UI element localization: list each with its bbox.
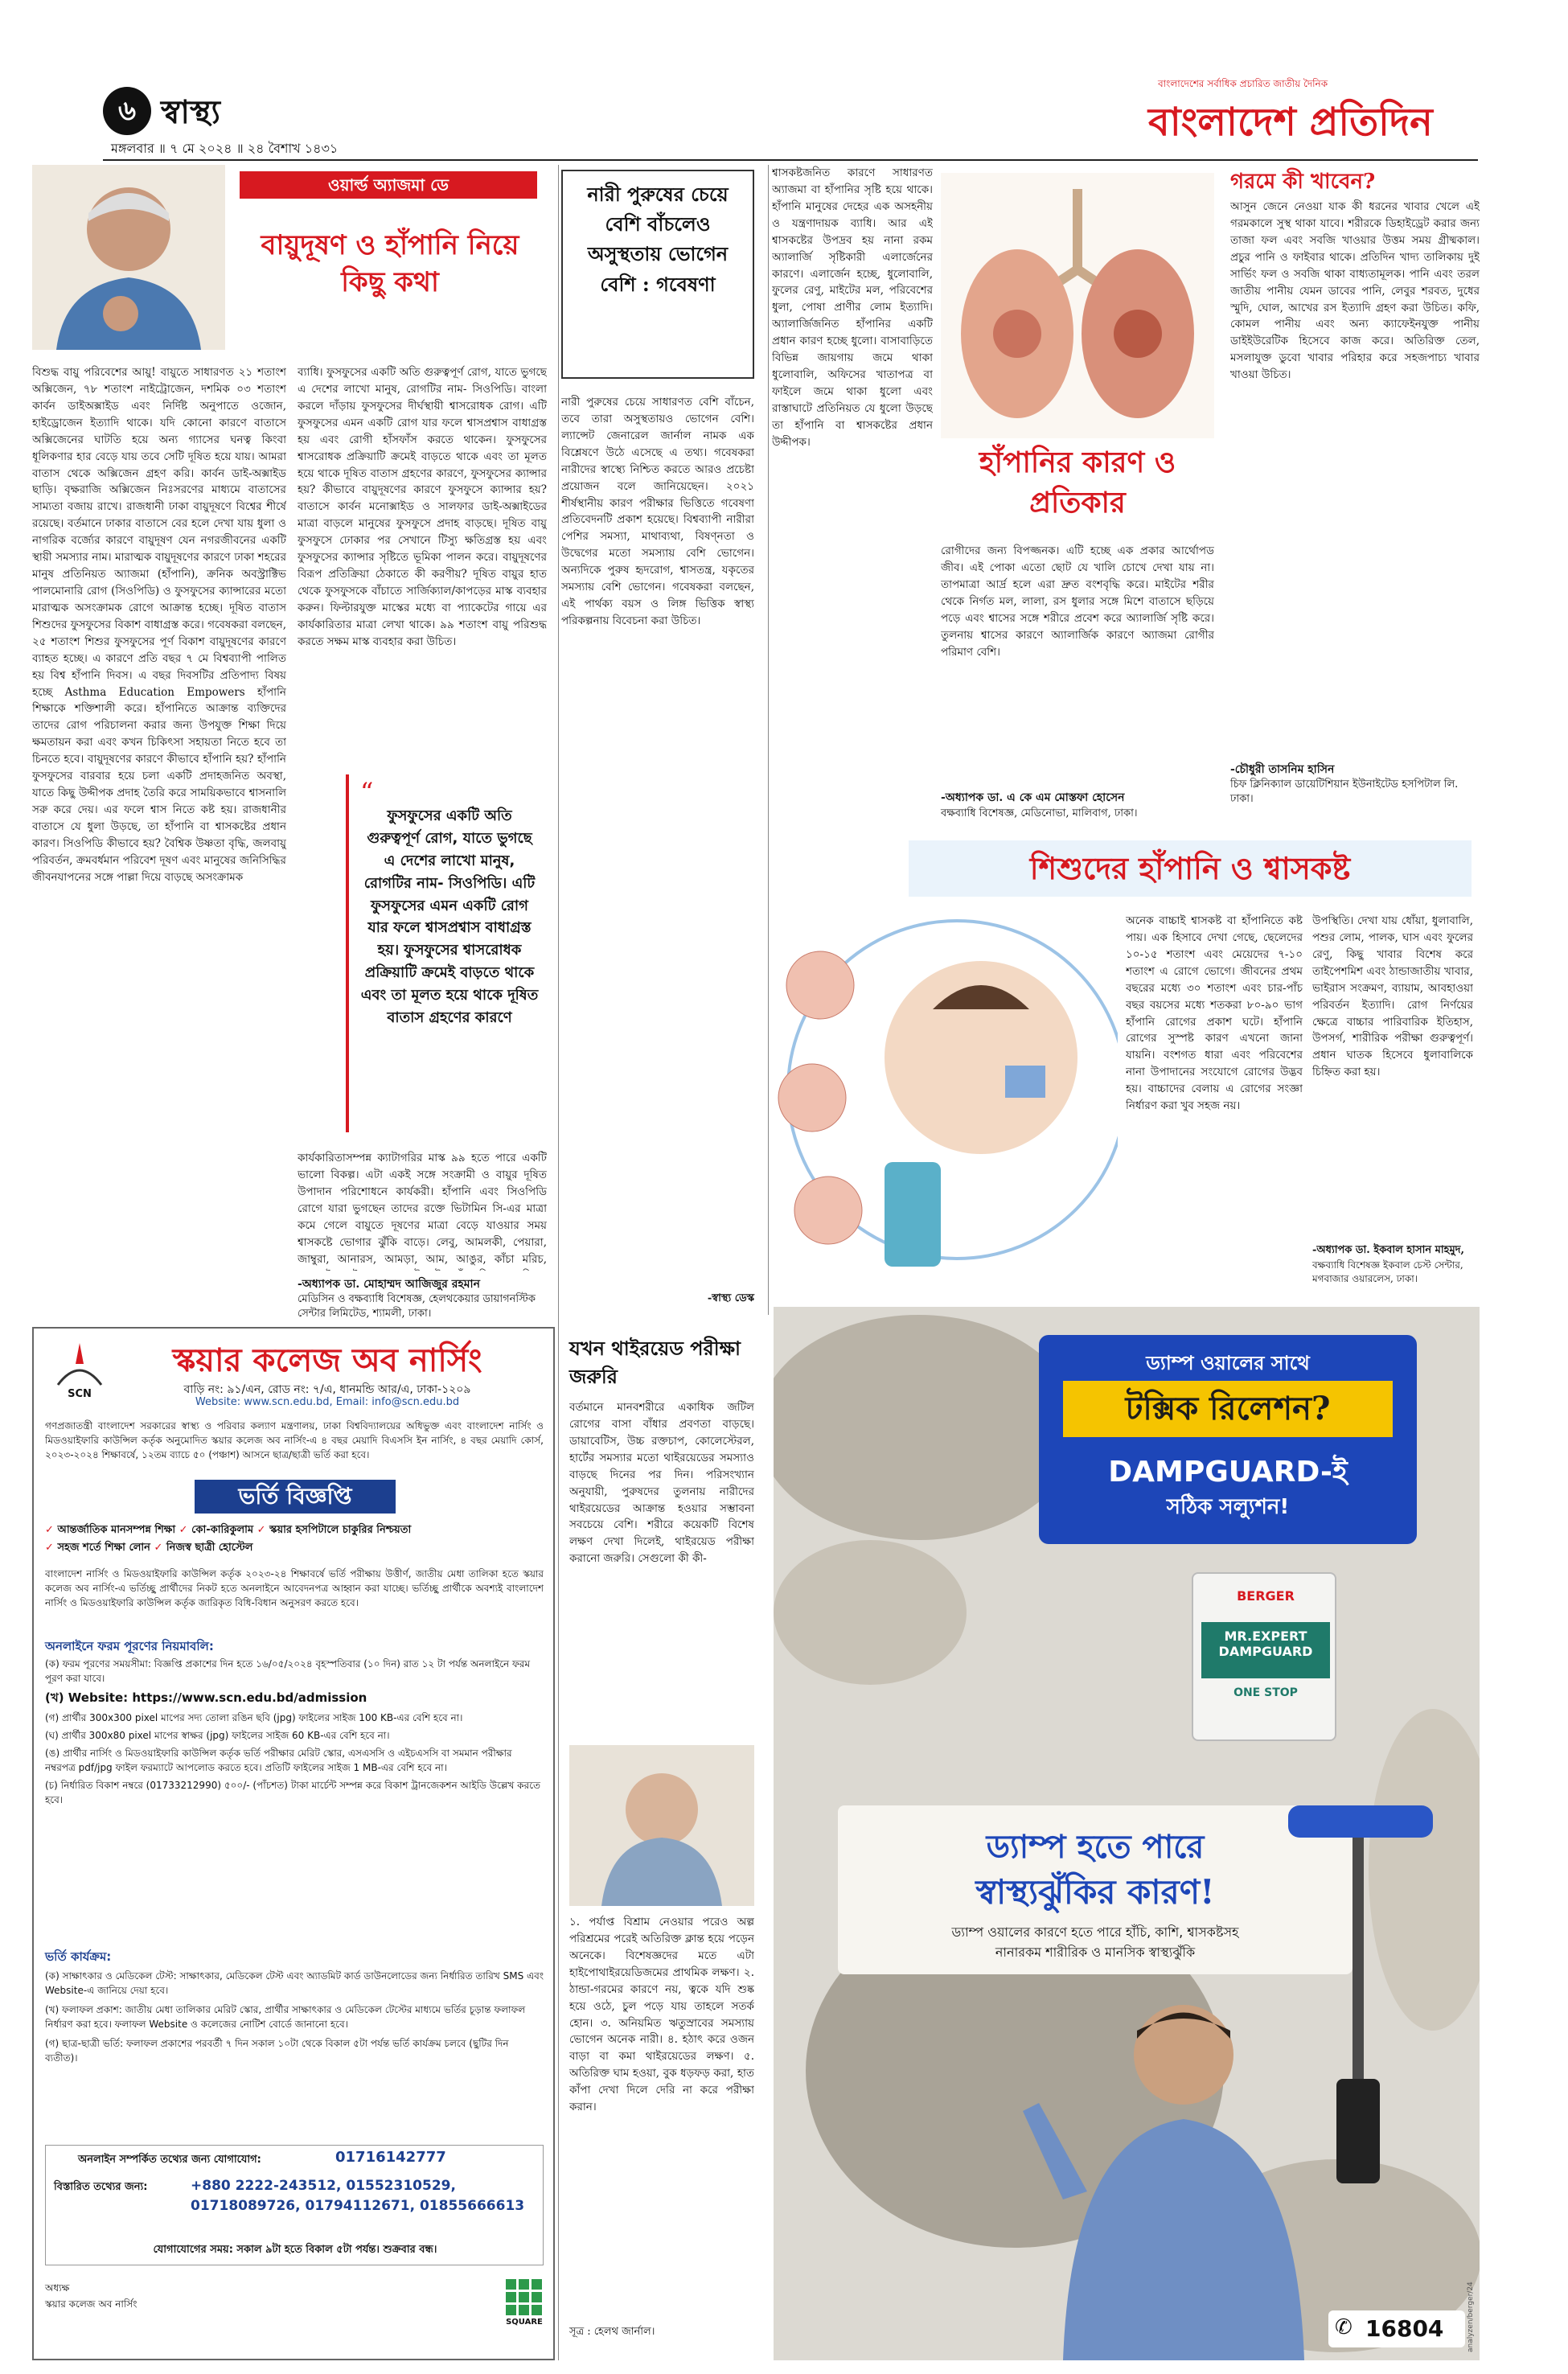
paint-can (1192, 1572, 1336, 1741)
summer-title: গরমে কী খাবেন? (1230, 170, 1376, 194)
check-icon: ✓ (179, 1524, 188, 1536)
info-label: বিস্তারিত তথ্যের জন্য: (54, 2181, 148, 2193)
thyroid-article (561, 1335, 762, 2348)
process-rule-item: (ক) সাক্ষাৎকার ও মেডিকেল টেস্ট: সাক্ষাৎকার, মেডিকেল টেস্ট এবং অ্যাডমিট কার্ড ডাউনলোডের জন্য নির্ধারিত তারিখ SMS এবং Website-এ জানিয়ে দেয়া হবে। (45, 1970, 544, 1996)
process-rule-item: (খ) ফলাফল প্রকাশ: জাতীয় মেধা তালিকার মেরিট স্কোর, প্রার্থীর সাক্ষাৎকার ও মেডিকেল টেস্টের মাধ্যমে ভর্তির চূড়ান্ত ফলাফল নির্ধারণ করা হবে। ফলাফল Website ও কলেজের নোটিশ বোর্ডে জানানো হবে। (45, 2004, 526, 2030)
kicker: ওয়ার্ল্ড অ্যাজমা ডে (328, 175, 449, 195)
article-body-right: ব্যাধি। ফুসফুসের একটি অতি গুরুত্বপূর্ণ রোগ, যাতে ভুগছে এ দেশের লাখো মানুষ, রোগটির নাম- সিওপিডি। বাংলা করলে দাঁড়ায় ফুসফুসের দীর্ঘস্থায়ী শ্বাসরোধক রোগ। এটি ফুসফুসের এমন একটি রোগ যার ফলে শ্বাসপ্রশ্বাস বাধাগ্রস্ত হয় এবং রোগী হাঁসফাঁস করতে থাকেন। ফুসফুসের শ্বাসরোধক প্রক্রিয়াটি ক্রমেই বাড়তে থাকে এবং তা মূলত হয়ে থাকে দূষিত বাতাস গ্রহণের কারণে, ফুসফুসের ক্যান্সার হয়? কীভাবে বায়ুদূষণের কারণে ফুসফুসে ক্যান্সার হয়? বাতাসে কার্বন মনোক্সাইড ও সালফার ডাই-অক্সাইডের মাত্রা বাড়লে মানুষের ফুসফুসে প্রদাহ বাড়ছে। দূষিত বায়ু ফুসফুসে ঢোকার পর সেখানে টিস্যু ক্ষতিগ্রস্ত হয় এবং ফুসফুসের ক্যান্সার সৃষ্টিতে ভূমিকা পালন করে। বায়ুদূষণের বিরূপ প্রতিক্রিয়া ঠেকাতে কী করণীয়? দূষিত বায়ুর হাত থেকে ফুসফুসকে বাঁচাতে সার্জিক্যাল/কাপড়ের মাস্ক ব্যবহার করুন। ফিল্টারযুক্ত মাস্কের মধ্যে বা প্যাকেটের গায়ে এর কার্যকারিতার মাত্রা লেখা থাকে। ৯৯ শতাংশ বায়ু পরিশুদ্ধ করতে সক্ষম মাস্ক ব্যবহার করা উচিত। (298, 366, 547, 648)
online-rules-title: অনলাইনে ফরম পূরণের নিয়মাবলি: (45, 1639, 214, 1653)
women-title: নারী পুরুষের চেয়ে বেশি বাঁচলেও অসুস্থতায় ভোগেন বেশি : গবেষণা (587, 183, 729, 296)
online-rule-item[interactable]: (খ) Website: https://www.scn.edu.bd/admission (45, 1690, 367, 1705)
women-body: নারী পুরুষের চেয়ে সাধারণত বেশি বাঁচেন, তবে তারা অসুস্থতায়ও ভোগেন বেশি। ল্যান্সেট জেনারেল জার্নাল নামক এক বিশ্লেষণে উঠে এসেছে এ তথ্য। গবেষকরা নারীদের স্বাস্থ্যে নিশ্চিত করতে আরও প্রচেষ্টা প্রয়োজন বলে জানিয়েছেন। ২০২১ শীর্ষস্থানীয় কারণ পরীক্ষার ভিত্তিতে গবেষণা প্রতিবেদনটি প্রকাশ হয়েছে। বিশ্বব্যাপী নারীরা পেশির সমস্যা, মাথাব্যথা, বিষণ্নতা ও উদ্বেগের মতো সমস্যায় বেশি ভোগেন। অন্যদিকে পুরুষ হৃদরোগ, শ্বাসতন্ত্র, যকৃতের সমস্যায় বেশি ভোগেন। গবেষকরা বলছেন, এই পার্থক্য বয়স ও লিঙ্গ ভিত্তিক স্বাস্থ্য পরিকল্পনায় বিবেচনা করা উচিত। (561, 396, 754, 627)
page-date: মঙ্গলবার ॥ ৭ মে ২০২৪ ॥ ২৪ বৈশাখ ১৪৩১ (111, 141, 339, 156)
children-author: -অধ্যাপক ডা. ইকবাল হাসান মাহমুদ, (1312, 1244, 1465, 1256)
hotline-number[interactable]: 16804 (1365, 2315, 1444, 2342)
ad-brand-sub: সঠিক সল্যুশন! (1166, 1495, 1290, 1519)
tagline-1: ড্যাম্প হতে পারে (986, 1828, 1205, 1866)
hotline-box (1328, 2310, 1465, 2347)
tagline-3: ড্যাম্প ওয়ালের কারণে হতে পারে হাঁচি, কাশি, শ্বাসকষ্টসহ (951, 1924, 1239, 1940)
thyroid-title: যখন থাইরয়েড পরীক্ষা জরুরি (569, 1337, 741, 1388)
thyroid-points: ১. পর্যাপ্ত বিশ্রাম নেওয়ার পরেও অল্প পরিশ্রমের পরেই অতিরিক্ত ক্লান্ত হয়ে পড়েন অনেকে। বিশেষজ্ঞদের মতে এটা হাইপোথাইরয়েডিজমের প্রাথমিক লক্ষণ। ২. ঠান্ডা-গরমের কারণে নয়, ত্বকে যদি শুষ্ক হয়ে ওঠে, চুল পড়ে যায় তাহলে সতর্ক হোন। ৩. অনিয়মিত ঋতুস্রাবের সমস্যায় ভোগেন অনেক নারী। ৪. হঠাৎ করে ওজন বাড়া বা কমা থাইরয়েডের লক্ষণ। ৫. অতিরিক্ত ঘাম হওয়া, বুক ধড়ফড় করা, হাত কাঁপা দেখা দিলে দেরি না করে পরীক্ষা করান। (569, 1916, 754, 2114)
can-brand: BERGER (1237, 1588, 1295, 1604)
phone-icon: ✆ (1335, 2315, 1353, 2339)
women-byline: -স্বাস্থ্য ডেস্ক (707, 1292, 754, 1304)
breath-author: -অধ্যাপক ডা. এ কে এম মোস্তফা হোসেন (941, 791, 1125, 804)
tagline-4: নানারকম শারীরিক ও মানসিক স্বাস্থ্যঝুঁকি (995, 1945, 1196, 1960)
check-icon: ✓ (257, 1524, 266, 1536)
article-body-bottom: কার্যকারিতাসম্পন্ন ক্যাটাগরির মাস্ক ৯৯ হতে পারে একটি ভালো বিকল্প। এটা একই সঙ্গে সংক্রামী ও বায়ুর দূষিত উপাদান পরিশোধনে কার্যকরী। হাঁপানি এবং সিওপিডি রোগে যারা ভুগছেন তাদের রক্তে ভিটামিন সি-এর মাত্রা কমে গেলে বায়ুতে দূষণের মাত্রা বেড়ে যাওয়ার সময় শ্বাসকষ্টে ভোগার ঝুঁকি বাড়ে। লেবু, আমলকী, পেয়ারা, জাম্বুরা, আনারস, আমড়া, আম, আঙুর, কাঁচা মরিচ, (298, 1152, 547, 1266)
women-title-box (561, 170, 754, 379)
process-rules (45, 1969, 544, 2138)
page-header (0, 0, 1568, 161)
dampguard-ad (774, 1307, 1480, 2360)
man-illustration (1015, 1990, 1353, 2360)
online-rule-item: (ক) ফরম পূরণের সময়সীমা: বিজ্ঞপ্তি প্রকাশের দিন হতে ১৬/০৫/২০২৪ বৃহস্পতিবার (১০ দিন) রাত ১২ টা পর্যন্ত অনলাইনে ফরম পূরণ করা যাবে। (45, 1658, 531, 1684)
tagline-2: স্বাস্থ্যঝুঁকির কারণ! (975, 1872, 1215, 1912)
pullquote (346, 774, 539, 1132)
check-icon: ✓ (154, 1542, 163, 1555)
square-label: SQUARE (506, 2318, 543, 2327)
feature-item: কো-কারিকুলাম (191, 1524, 254, 1536)
breath-body: শ্বাসকষ্টজনিত কারণে সাধারণত অ্যাজমা বা হাঁপানির সৃষ্টি হয়ে থাকে। হাঁপানি মানুষের দেহের এক অসহনীয় ও যন্ত্রণাদায়ক ব্যাধি। আর এই শ্বাসকষ্টের উপদ্রব হয় নানা রকম অ্যালার্জি সৃষ্টিকারী এলার্জেনের কারণে। এলার্জেন হচ্ছে, ধুলোবালি, ফুলের রেণু, মাইটের মল, পরিবেশের ধুলা, পোষা প্রাণীর লোম ইত্যাদি। অ্যালার্জিজনিত হাঁপানির একটি প্রধান কারণ হচ্ছে ধুলো। বাসাবাড়িতে বিভিন্ন জায়গায় জমে থাকা ধুলোবালি, অফিসের খাতাপত্র বা ফাইলে জমে থাকা ধুলো এবং রাস্তাঘাটে প্রতিনিয়ত যে ধুলো উড়ছে তা হাঁপানি বা শ্বাসকষ্টের প্রধান উদ্দীপক। (772, 166, 933, 449)
college-address: বাড়ি নং: ৯১/এন, রোড নং: ৭/এ, ধানমন্ডি আর/এ, ঢাকা-১২০৯ (183, 1383, 471, 1396)
quote-icon: “ (360, 777, 374, 807)
feature-item: সহজ শর্তে শিক্ষা লোন (57, 1542, 150, 1555)
online-rules (45, 1657, 544, 1938)
can-sub: ONE STOP (1233, 1686, 1298, 1699)
thyroid-photo (569, 1745, 754, 1906)
children-title: শিশুদের হাঁপানি ও শ্বাসকষ্ট (1029, 850, 1351, 886)
breath-title: হাঁপানির কারণ ও প্রতিকার (979, 446, 1176, 520)
contact-phone[interactable]: 01716142777 (335, 2149, 446, 2166)
ad-credit: analyzen/berger/24 (1467, 2282, 1475, 2352)
contact-label: অনলাইন সম্পর্কিত তথ্যের জন্য যোগাযোগ: (78, 2154, 261, 2166)
feature-item: নিজস্ব ছাত্রী হোস্টেল (166, 1542, 253, 1555)
children-author-detail: বক্ষব্যাধি বিশেষজ্ঞ ইকবাল চেস্ট সেন্টার, মগবাজার ওয়ারলেস, ঢাকা। (1312, 1259, 1463, 1284)
article-title: বায়ুদূষণ ও হাঁপানি নিয়ে কিছু কথা (261, 229, 519, 298)
summer-article (1230, 165, 1480, 832)
college-eligibility: বাংলাদেশ নার্সিং ও মিডওয়াইফারি কাউন্সিল কর্তৃক ২০২৩-২৪ শিক্ষাবর্ষে ভর্তি পরীক্ষায় উত্তীর্ণ, জাতীয় মেধা তালিকা হতে স্কয়ার কলেজ অব নার্সিং-এ ভর্তিচ্ছু প্রার্থীদের নিকট হতে অনলাইনে আবেদনপত্র আহ্বান করা যাচ্ছে। ভর্তিচ্ছু প্রার্থীকে অবশ্যই বাংলাদেশ নার্সিং ও মিডওয়াইফারি কাউন্সিল কর্তৃক জারিকৃত বিধি-বিধান অনুসরণ করতে হবে। (45, 1568, 544, 1608)
online-rule-item: (ঙ) প্রার্থীর নার্সিং ও মিডওয়াইফারি কাউন্সিল কর্তৃক ভর্তি পরীক্ষার মেরিট স্কোর, এসএসসি ও এইচএসসি বা সমমান পরীক্ষার নম্বরপত্র pdf/jpg ফাইল ফরম্যাটে আপলোড করতে হবে। প্রতিটি ফাইলের সাইজ 1 MB-এর বেশি হবে না। (45, 1747, 512, 1773)
contact-box (45, 2145, 544, 2265)
info-phones[interactable]: +880 2222-243512, 01552310529, 01718089726, 01794112671, 01855666613 (191, 2178, 525, 2214)
college-web: Website: www.scn.edu.bd, Email: info@scn.edu.bd (195, 1396, 460, 1408)
feature-item: স্কয়ার হসপিটালে চাকুরির নিশ্চয়তা (269, 1524, 412, 1536)
can-name: MR.EXPERT DAMPGUARD (1201, 1622, 1330, 1678)
pullquote-text: ফুসফুসের একটি অতি গুরুত্বপূর্ণ রোগ, যাতে ভুগছে এ দেশের লাখো মানুষ, রোগটির নাম- সিওপিডি। এটি ফুসফুসের এমন একটি রোগ যার ফলে শ্বাসপ্রশ্বাস বাধাগ্রস্ত হয়। ফুসফুসের শ্বাসরোধক প্রক্রিয়াটি ক্রমেই বাড়তে থাকে এবং তা মূলত হয়ে থাকে দূষিত বাতাস গ্রহণের কারণে (360, 807, 539, 1027)
contact-hours: যোগাযোগের সময়: সকাল ৯টা হতে বিকাল ৫টা পর্যন্ত। শুক্রবার বন্ধ। (153, 2244, 437, 2256)
paper-logo: বাংলাদেশ প্রতিদিন (1148, 100, 1433, 145)
admission-banner: ভর্তি বিজ্ঞপ্তি (195, 1480, 396, 1514)
women-article (561, 165, 762, 1319)
breath-body-2: রোগীদের জন্য বিপজ্জনক। এটি হচ্ছে এক প্রকার আর্থোপড জীব। এই পোকা এতো ছোট যে খালি চোখে দেখা যায় না। তাপমাত্রা আর্দ্র হলে এরা দ্রুত বংশবৃদ্ধি করে। মাইটের শরীর থেকে নির্গত মল, লালা, রস ধুলার সঙ্গে মিশে বাতাসে ছড়িয়ে পড়ে এবং শ্বাসের সঙ্গে শরীরে প্রবেশ করে অ্যালার্জি সৃষ্টি করে। তুলনায় শ্বাসের কারণে অ্যালার্জিক কারণে অ্যাজমা রোগীর পরিমাণ বেশি। (941, 544, 1214, 659)
check-icon: ✓ (45, 1524, 54, 1536)
asthma-article (32, 165, 555, 1319)
college-emblem-icon (51, 1340, 108, 1388)
college-logo (51, 1340, 108, 1404)
summer-author: -চৌধুরী তাসনিম হাসিন (1230, 763, 1335, 776)
process-title: ভর্তি কার্যক্রম: (45, 1949, 112, 1964)
page-number-badge: ৬ (103, 87, 151, 135)
section-title: স্বাস্থ্য (161, 93, 221, 131)
children-article (772, 840, 1480, 1299)
children-body-2: উপস্থিতি। দেখা যায় ধোঁয়া, ধুলাবালি, পশুর লোম, পালক, ঘাস এবং ফুলের রেণু, কিছু খাবার বিশেষ করে তাইপেশমিশ এবং ঠান্ডাজাতীয় খাবার, ভাইরাস সংক্রমণ, ব্যায়াম, আবহাওয়া পরিবর্তন ইত্যাদি। রোগ নির্ণয়ের ক্ষেত্রে বাচ্চার পারিবারিক ইতিহাস, উপসর্গ, শারীরিক পরীক্ষা গুরুত্বপূর্ণ। প্রধান ঘাতক হিসেবে ধুলাবালিকে চিহ্নিত করা হয়। (1312, 914, 1473, 1079)
ad-headline: টক্সিক রিলেশন? (1063, 1381, 1393, 1437)
summer-author-detail: চিফ ক্লিনিক্যাল ডায়েটিশিয়ান ইউনাইটেড হসপিটাল লি. ঢাকা। (1230, 778, 1459, 806)
college-logo-text: SCN (68, 1388, 92, 1400)
square-logo (504, 2277, 544, 2334)
signoff-name: স্কয়ার কলেজ অব নার্সিং (45, 2298, 138, 2310)
square-logo-icon (504, 2277, 544, 2318)
child-inhaler-illustration (772, 897, 1118, 1299)
patient-photo (32, 165, 225, 350)
feature-item: আন্তর্জাতিক মানসম্পন্ন শিক্ষা (57, 1524, 176, 1536)
header-rule (103, 159, 1478, 161)
online-rule-item: (ঘ) প্রার্থীর 300x80 pixel মাপের স্বাক্ষর (jpg) ফাইলের সাইজ 60 KB-এর বেশি হবে না। (45, 1729, 390, 1741)
check-icon: ✓ (45, 1542, 54, 1555)
column-rule (768, 165, 769, 1315)
college-intro: গণপ্রজাতন্ত্রী বাংলাদেশ সরকারের স্বাস্থ্য ও পরিবার কল্যাণ মন্ত্রণালয়, ঢাকা বিশ্ববিদ্যালয়ের অধিভুক্ত এবং বাংলাদেশ নার্সিং ও মিডওয়াইফারি কাউন্সিল কর্তৃক অনুমোদিত স্কয়ার কলেজ অব নার্সিং-এ ৪ বছর মেয়াদি বিএসসি ইন নার্সিং, ৪ বছর মেয়াদি কোর্স, ২০২৩-২০২৪ শিক্ষাবর্ষে, ১২তম ব্যাচে ৫০ (পঞ্চাশ) আসনে ছাত্র/ছাত্রী ভর্তি করা হবে। (45, 1420, 544, 1460)
author-name: -অধ্যাপক ডা. মোহাম্মদ আজিজুর রহমান (298, 1278, 480, 1291)
process-rule-item: (গ) ছাত্র-ছাত্রী ভর্তি: ফলাফল প্রকাশের পরবর্তী ৭ দিন সকাল ১০টা থেকে বিকাল ৫টা পর্যন্ত ভর্তি কার্যক্রম চলবে (ছুটির দিন ব্যতীত)। (45, 2038, 509, 2064)
feature-list (45, 1522, 544, 1562)
lungs-illustration (941, 173, 1214, 438)
thyroid-source: সূত্র : হেলথ জার্নাল। (569, 2326, 655, 2338)
breath-author-detail: বক্ষব্যাধি বিশেষজ্ঞ, মেডিনোভা, মালিবাগ, ঢাকা। (941, 807, 1138, 819)
paper-tagline: বাংলাদেশের সর্বাধিক প্রচারিত জাতীয় দৈনিক (1158, 78, 1328, 89)
ad-top-line: ড্যাম্প ওয়ালের সাথে (1146, 1352, 1310, 1374)
signoff-title: অধ্যক্ষ (45, 2282, 70, 2294)
breath-article (772, 165, 1222, 832)
column-rule (558, 165, 559, 2360)
college-ad (32, 1327, 555, 2360)
online-rule-item: (চ) নির্ধারিত বিকাশ নম্বরে (01733212990) ৫০০/- (পাঁচশত) টাকা মার্চেন্ট সম্পন্ন করে বিকাশ ট্রানজেকশন আইডি উল্লেখ করতে হবে। (45, 1779, 540, 1805)
thyroid-body: বর্তমানে মানবশরীরে একাধিক জটিল রোগের বাসা বাঁধার প্রবণতা বাড়ছে। ডায়াবেটিস, উচ্চ রক্তচাপ, কোলেস্টেরল, হার্টের সমস্যার মতো থাইরয়েডের সমস্যাও বাড়ছে দিনের পর দিন। পরিসংখ্যান অনুযায়ী, পুরুষদের তুলনায় নারীদের থাইরয়েডের আক্রান্ত হওয়ার সম্ভাবনা সবচেয়ে বেশি। শরীরে কয়েকটি বিশেষ লক্ষণ দেখা দিলেই, থাইরয়েড পরীক্ষা করানো জরুরি। সেগুলো কী কী- (569, 1401, 754, 1566)
ad-brand: DAMPGUARD-ই (1108, 1456, 1348, 1489)
college-name: স্কয়ার কলেজ অব নার্সিং (172, 1341, 482, 1379)
article-body-left: বিশুদ্ধ বায়ু পরিবেশের আয়ু! বায়ুতে সাধারণত ২১ শতাংশ অক্সিজেন, ৭৮ শতাংশ নাইট্রোজেন, দশমিক ০৩ শতাংশ কার্বন ডাইঅক্সাইড এবং নির্দিষ্ট অনুপাতে ওজোন, হাইড্রোজেন ইত্যাদি থাকে। যদি কোনো কারণে বাতাসে অক্সিজেনের ঘাটতি হয়ে অন্য গ্যাসের ঘনত্ব কিংবা ধূলিকণার হার বেড়ে যায় তবে সেটি দূষিত হয়ে যায়। আমরা বাতাস থেকে অক্সিজেন গ্রহণ করি। কার্বন ডাই-অক্সাইড ছাড়ি। বৃক্ষরাজি অক্সিজেন নিঃসরণের মাধ্যমে বাতাসের সাম্যতা বজায় রাখে। রাজধানী ঢাকা বায়ুদূষণে বিশ্বের শীর্ষে রয়েছে। বর্তমানে ঢাকার বাতাসে বের হলে দেখা যায় ধুলা ও নাগরিক বর্জ্যের কারণে বায়ুদূষণ যেন নগরজীবনের একটি স্থায়ী সমস্যার নাম। মারাত্মক বায়ুদূষণের কারণে ঢাকা শহরের মানুষ প্রতিনিয়ত অ্যাজমা (হাঁপানি), ক্রনিক অবস্ট্রাক্টিভ পালমোনারি রোগ (সিওপিডি) ও ফুসফুসের ক্যান্সারের মতো মারাত্মক অসংক্রামক রোগে আক্রান্ত হচ্ছে। দূষিত বাতাস শিশুদের ফুসফুসের বিকাশ বাধাগ্রস্ত করে। গবেষকরা বলছেন, ২৫ শতাংশ শিশুর ফুসফুসের পূর্ণ বিকাশ বায়ুদূষণের কারণে ব্যাহত হচ্ছে। এ কারণে প্রতি বছর ৭ মে বিশ্বব্যাপী পালিত হয় বিশ্ব হাঁপানি দিবস। এ বছর দিবসটির প্রতিপাদ্য বিষয় হচ্ছে Asthma Education Empowers হাঁপানি শিক্ষাকে শক্তিশালী করে। হাঁপানিতে আক্রান্ত ব্যক্তিদের তাদের রোগ পরিচালনা করার জন্য উপযুক্ত শিক্ষা দিয়ে ক্ষমতায়ন করা এবং কখন চিকিৎসা সহায়তা নিতে হবে তা চিনতে হবে। বায়ুদূষণের কারণে কীভাবে হাঁপানি হয়? হাঁপানি ফুসফুসের বারবার হয়ে চলা একটি প্রদাহজনিত অবস্থা, যাতে কিছু উদ্দীপক প্রদাহ তৈরি করে সাময়িকভাবে শ্বাসনালি সরু করে দেয়। এর ফলে শ্বাস নিতে কষ্ট হয়। রাজধানীর বাতাসে যে ধুলা উড়ছে, তা হাঁপানি বা শ্বাসকষ্টের প্রধান কারণ। সিওপিডি কীভাবে হয়? বৈশ্বিক উষ্ণতা বৃদ্ধি, জলবায়ু পরিবর্তন, ক্রমবর্ধমান পরিবেশ দূষণ এবং মানুষের জনিসিদ্ধির জীবনযাপনের সঙ্গে পাল্লা দিয়ে বাড়ছে অসংক্রামক (32, 366, 286, 884)
children-body-1: অনেক বাচ্চাই শ্বাসকষ্ট বা হাঁপানিতে কষ্ট পায়। এক হিসাবে দেখা গেছে, ছেলেদের ১০-১৫ শতাংশ এবং মেয়েদের ৭-১০ শতাংশ এ রোগে ভোগে। জীবনের প্রথম বছরের মধ্যে ৩০ শতাংশ এবং চার-পাঁচ বছর বয়সের মধ্যে শতকরা ৮০-৯০ ভাগ হাঁপানি রোগের প্রকাশ ঘটে। হাঁপানি রোগের সুস্পষ্ট কারণ এখনো জানা যায়নি। বংশগত ধারা এবং পরিবেশের নানা উপাদানের সংযোগে রোগের উদ্ভব হয়। বাচ্চাদের বেলায় এ রোগের সংজ্ঞা নির্ধারণ করা খুব সহজ নয়। (1126, 914, 1303, 1113)
summer-body: আসুন জেনে নেওয়া যাক কী ধরনের খাবার খেলে এই গরমকালে সুস্থ থাকা যাবে। শরীরকে ডিহাইড্রেট করার জন্য তাজা ফল এবং সবজি খাওয়ার উত্তম সময় গ্রীষ্মকাল। প্রচুর পানি ও ফাইবার থাকে। প্রতিদিন খাদ্য তালিকায় দুই সার্ভিং ফল ও সবজি থাকা বাধ্যতামূলক। পানি এবং তরল জাতীয় পানীয় যেমন ডাবের পানি, লেবুর শরবত, দুধের স্মুদি, ঘোল, আখের রস ইত্যাদি গ্রহণ করা উচিত। কফি, কোমল পানীয় এবং অন্য ক্যাফেইনযুক্ত পানীয় ডাইইউরেটিক হিসেবে কাজ করে। অতিরিক্ত তেল, মসলাযুক্ত ডুবো খাবার পরিহার করে সহজপাচ্য খাবার খাওয়া উচিত। (1230, 200, 1480, 382)
online-rule-item: (গ) প্রার্থীর 300x300 pixel মাপের সদ্য তোলা রঙিন ছবি (jpg) ফাইলের সাইজ 100 KB-এর বেশি হবে না। (45, 1711, 463, 1723)
author-detail: মেডিসিন ও বক্ষব্যাধি বিশেষজ্ঞ, হেলথকেয়ার ডায়াগনস্টিক সেন্টার লিমিটেড, শ্যামলী, ঢাকা। (298, 1293, 536, 1320)
